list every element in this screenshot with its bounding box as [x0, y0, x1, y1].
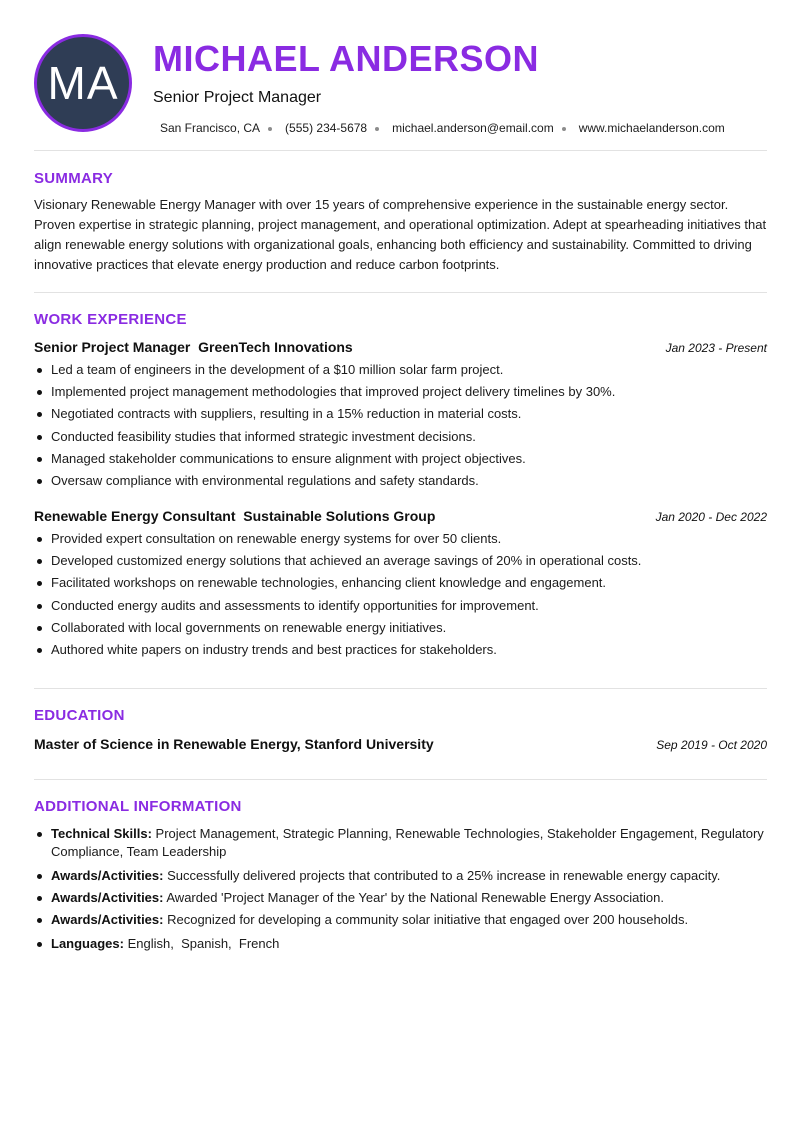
- bullet-text: Oversaw compliance with environmental regulations and safety standards.: [51, 472, 479, 488]
- bullet-text: Negotiated contracts with suppliers, resulting in a 15% reduction in material costs.: [51, 406, 522, 422]
- contact-line: [160, 121, 725, 135]
- item-label: Awards/Activities:: [51, 868, 164, 883]
- section-heading-experience: WORK EXPERIENCE: [34, 311, 187, 328]
- bullet-text: Developed customized energy solutions that achieved an average savings of 20% in operational costs.: [51, 553, 642, 569]
- contact-website[interactable]: www.michaelanderson.com: [578, 121, 725, 135]
- job-role: Senior Project Manager: [34, 339, 191, 355]
- bullet-text: Collaborated with local governments on renewable energy initiatives.: [51, 619, 447, 635]
- resume-header: [34, 0, 767, 151]
- list-item: [34, 935, 767, 953]
- list-item: [34, 530, 767, 548]
- list-item: [34, 597, 767, 615]
- bullet-icon: [37, 435, 42, 440]
- list-item: [34, 574, 767, 592]
- summary-section: [34, 151, 767, 293]
- job-bullets: [34, 530, 767, 659]
- bullet-icon: [37, 626, 42, 631]
- bullet-icon: [37, 648, 42, 653]
- bullet-icon: [37, 918, 42, 923]
- separator-dot-icon: [562, 127, 566, 131]
- list-item: [34, 428, 767, 446]
- summary-text: Visionary Renewable Energy Manager with over 15 years of comprehensive experience in the sustainable energy sector. Proven expertise in strategic planning, project management, and operational optimization. Adept at spearheading initiatives that align renewable energy solutions with organizational goals, enhancing both efficiency and sustainability. Committed to driving innovative practices that elevate energy production and reduce carbon footprints.: [34, 197, 767, 272]
- education-section: [34, 689, 767, 780]
- contact-email[interactable]: michael.anderson@email.com: [392, 121, 554, 135]
- bullet-text: Led a team of engineers in the development of a $10 million solar farm project.: [51, 362, 504, 377]
- experience-section: [34, 293, 767, 689]
- degree: Master of Science in Renewable Energy, Stanford University: [34, 736, 434, 752]
- bullet-icon: [37, 368, 42, 373]
- section-heading-summary: SUMMARY: [34, 170, 114, 187]
- bullet-text: Authored white papers on industry trends and best practices for stakeholders.: [51, 641, 497, 657]
- list-item: [34, 825, 767, 861]
- list-item: [34, 450, 767, 468]
- separator-dot-icon: [268, 127, 272, 131]
- bullet-icon: [37, 457, 42, 462]
- bullet-icon: [37, 412, 42, 417]
- bullet-icon: [37, 390, 42, 395]
- job-title: [34, 339, 353, 355]
- item-label: Awards/Activities:: [51, 912, 164, 928]
- job-entry: [34, 339, 767, 494]
- item-text: Recognized for developing a community solar initiative that engaged over 200 households.: [167, 912, 689, 928]
- bullet-text: Conducted energy audits and assessments to identify opportunities for improvement.: [51, 597, 539, 613]
- section-heading-additional: ADDITIONAL INFORMATION: [34, 798, 242, 815]
- list-item: [34, 361, 767, 379]
- education-entry: [34, 736, 767, 752]
- bullet-icon: [37, 604, 42, 609]
- job-header: [34, 339, 767, 355]
- candidate-name: MICHAEL ANDERSON: [153, 38, 540, 79]
- item-label: Technical Skills:: [51, 826, 152, 841]
- item-text: Awarded 'Project Manager of the Year' by the National Renewable Energy Association.: [166, 890, 664, 906]
- job-entry: [34, 508, 767, 663]
- item-label: Languages:: [51, 936, 124, 952]
- section-heading-education: EDUCATION: [34, 707, 125, 724]
- list-item: [34, 619, 767, 637]
- bullet-text: Facilitated workshops on renewable technologies, enhancing client knowledge and engagement.: [51, 575, 607, 591]
- item-text: Project Management, Strategic Planning, Renewable Technologies, Stakeholder Engagement, Regulatory Compliance, Team Leadership: [51, 826, 764, 859]
- list-item: [34, 472, 767, 490]
- separator-dot-icon: [375, 127, 379, 131]
- item-text: English, Spanish, French: [127, 936, 280, 952]
- list-item: [34, 867, 767, 885]
- contact-location: San Francisco, CA: [160, 121, 261, 135]
- bullet-text: Managed stakeholder communications to ensure alignment with project objectives.: [51, 450, 526, 466]
- list-item: [34, 889, 767, 907]
- bullet-icon: [37, 581, 42, 586]
- bullet-text: Provided expert consultation on renewable energy systems for over 50 clients.: [51, 531, 502, 546]
- list-item: [34, 552, 767, 570]
- list-item: [34, 641, 767, 659]
- additional-list: [34, 825, 767, 958]
- bullet-icon: [37, 559, 42, 564]
- bullet-text: Conducted feasibility studies that informed strategic investment decisions.: [51, 428, 476, 444]
- bullet-icon: [37, 479, 42, 484]
- job-header: [34, 508, 767, 524]
- additional-section: [34, 780, 767, 980]
- job-bullets: [34, 361, 767, 490]
- bullet-icon: [37, 832, 42, 837]
- bullet-icon: [37, 874, 42, 879]
- item-label: Awards/Activities:: [51, 890, 164, 906]
- list-item: [34, 405, 767, 423]
- job-title: [34, 508, 435, 524]
- job-dates: Jan 2023 - Present: [665, 341, 767, 355]
- avatar: MA: [34, 34, 132, 132]
- job-dates: Jan 2020 - Dec 2022: [655, 510, 767, 524]
- resume-page: [34, 0, 767, 980]
- item-text: Successfully delivered projects that contributed to a 25% increase in renewable energy capacity.: [167, 868, 721, 883]
- bullet-text: Implemented project management methodologies that improved project delivery timelines by 30%.: [51, 384, 616, 400]
- candidate-title: Senior Project Manager: [153, 89, 322, 106]
- list-item: [34, 383, 767, 401]
- bullet-icon: [37, 942, 42, 947]
- contact-phone: (555) 234-5678: [285, 121, 368, 135]
- bullet-icon: [37, 896, 42, 901]
- bullet-icon: [37, 537, 42, 542]
- job-company: GreenTech Innovations: [198, 339, 353, 355]
- job-company: Sustainable Solutions Group: [243, 508, 436, 524]
- list-item: [34, 911, 767, 929]
- education-dates: Sep 2019 - Oct 2020: [656, 738, 767, 752]
- job-role: Renewable Energy Consultant: [34, 508, 236, 524]
